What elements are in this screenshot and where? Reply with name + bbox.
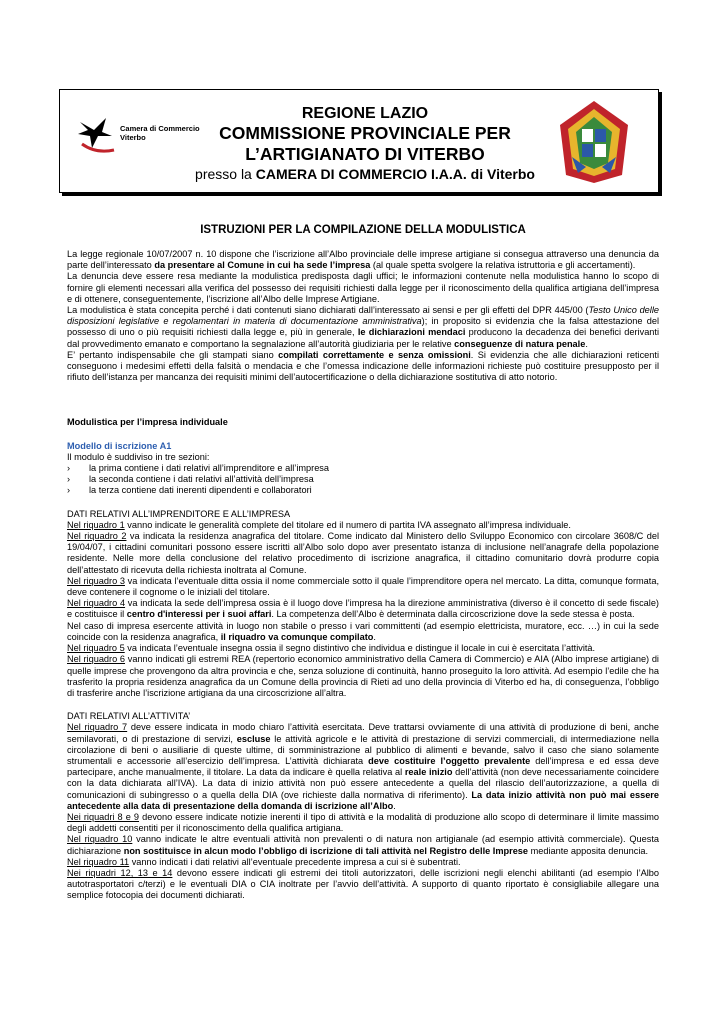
riquadro-1: Nel riquadro 1 vanno indicate le generalità complete del titolare ed il numero di partita IVA assegnato all’impresa individuale. (67, 519, 571, 530)
intro-paragraph-2: La denuncia deve essere resa mediante la modulistica predisposta dagli uffici; le informazioni contenute nella modulistica hanno lo scopo di fornire gli elementi necessari alla verifica del possesso dei requisiti richiesti dalla legge per il riconoscimento della qualifica artigiana dell’impresa e di ottenere, conseguentemente, l’iscrizione all’Albo delle Imprese Artigiane. (67, 271, 659, 304)
list-item: › la prima contiene i dati relativi all’imprenditore e all’impresa (67, 463, 330, 474)
intro-paragraph-4: E’ pertanto indispensabile che gli stampati siano compilati correttamente e senza omissioni. Si evidenzia che alle dichiarazioni reticenti conseguono i medesimi effetti della falsità o mendacia e che l’omessa indicazione delle informazioni richieste può costituire presupposto per il rifiuto dell’istanza per mancanza dei requisiti minimi dell’autocertificazione o della dichiarazione sostitutiva di atto notorio. (67, 349, 659, 383)
bullet-marker: › (67, 474, 71, 485)
bullet-marker: › (67, 485, 71, 496)
chamber-logo-line-2: Viterbo (120, 133, 146, 142)
riquadri-12-14: Nei riquadri 12, 13 e 14 devono essere indicati gli estremi dei titoli autorizzatori, delle iscrizioni negli elenchi abilitanti (ad esempio l’Albo autotrasportatori c/terzi) e le eventuali DIA o CIA inoltrate per l’avvio dell’attività. A supporto di quanto riportato è consigliabile allegare una semplice fotocopia dei documenti dichiarati. (67, 867, 659, 901)
chamber-logo (76, 114, 200, 158)
document-body (67, 249, 659, 902)
chamber-logo-line-1: Camera di Commercio (120, 124, 200, 133)
model-title: Modello di iscrizione A1 (67, 440, 172, 451)
list-item: › la terza contiene dati inerenti dipendenti e collaboratori (67, 485, 312, 496)
document-title: ISTRUZIONI PER LA COMPILAZIONE DELLA MODULISTICA (200, 224, 526, 236)
header-box (59, 89, 659, 193)
riquadro-11: Nel riquadro 11 vanno indicati i dati relativi all’eventuale precedente impresa a cui si è subentrati. (67, 856, 461, 867)
intro-paragraph-1: La legge regionale 10/07/2007 n. 10 dispone che l’iscrizione all’Albo provinciale delle imprese artigiane si consegua attraverso una denuncia da parte dell’interessato da presentare al Comune in cui ha sede l’impresa (al quale spetta svolgere la relativa istruttoria e gli accertamenti). (67, 249, 659, 271)
riquadro-7: Nel riquadro 7 deve essere indicata in modo chiaro l’attività esercitata. Deve trattarsi ovviamente di una attività di produzione di beni, anche semilavorati, o di prestazione di servizi, escluse le attività agricole e le attività di prestazione di servizi commerciali, di intermediazione nella circolazione di beni o ausiliarie di queste ultime, di somministrazione al pubblico di alimenti e bevande, salvo il caso che siano solamente strumentali e accessorie all’esercizio dell’impresa. L’attività dichiarata deve costituire l’oggetto prevalente dell’impresa e ed essa deve partecipare, anche manualmente, il titolare. La data da indicare è quella relativa al reale inizio dell’attività (non deve necessariamente coincidere con la data dichiarata all’IVA). La data di inizio attività non può essere antecedente a quella del rilascio dell’autorizzazione, a quella di comunicazioni di subingresso o a quella della DIA (ove richieste dalla normativa di riferimento). La data inizio attività non può mai essere antecedente alla data di presentazione della domanda di iscrizione all’Albo. (67, 722, 659, 811)
list-item: › la seconda contiene i dati relativi all’attività dell’impresa (67, 474, 314, 485)
riquadro-2: Nel riquadro 2 va indicata la residenza anagrafica del titolare. Come indicato dal Ministero dello Sviluppo Economico con circolare 3608/C del 19/04/07, i cittadini comunitari possono essere iscritti all’Albo solo dopo aver presentato istanza di inclusione nell’anagrafe della popolazione residente. Nelle more della conclusione del relativo procedimento di iscrizione anagrafica, il cittadino comunitario dovrà produrre copia dell’attestato di ricevuta della richiesta inoltrata al Comune. (67, 531, 660, 575)
block-heading-imprenditore: DATI RELATIVI ALL’IMPRENDITORE E ALL’IMPRESA (67, 508, 291, 519)
chamber-emblem-icon (76, 114, 116, 158)
riquadro-4-note: Nel caso di impresa esercente attività in luogo non stabile o presso i vari committenti (ad esempio elettricista, muratore, ecc. …) in cui la sede coincide con la residenza anagrafica, il riquadro va comunque compilato. (67, 620, 659, 642)
chamber-heading-prefix: presso la (195, 166, 256, 182)
chamber-heading (180, 166, 550, 182)
region-heading: REGIONE LAZIO (301, 105, 429, 122)
block-heading-attivita: DATI RELATIVI ALL’ATTIVITA’ (67, 711, 191, 722)
lazio-region-emblem-icon (556, 99, 632, 185)
bullet-marker: › (67, 463, 71, 474)
riquadri-8-9: Nei riquadri 8 e 9 devono essere indicate notizie inerenti il tipo di attività e la modalità di produzione allo scopo di determinare il limite massimo degli addetti consentiti per il riconoscimento della qualifica artigiana. (67, 811, 659, 834)
riquadro-5: Nel riquadro 5 va indicata l’eventuale insegna ossia il segno distintivo che individua e distingue il locale in cui è esercitata l’attività. (67, 643, 596, 654)
commission-heading: COMMISSIONE PROVINCIALE PER (219, 123, 511, 143)
riquadro-10: Nel riquadro 10 vanno indicate le altre eventuali attività non prevalenti o di natura non artigianale (ad esempio attività commerciale). Questa dichiarazione non sostituisce in alcun modo l’obbligo di iscrizione di tali attività nel Registro delle Imprese mediante apposita denuncia. (67, 834, 659, 856)
riquadro-3: Nel riquadro 3 va indicata l’eventuale ditta ossia il nome commerciale sotto il quale l’imprenditore opera nel mercato. La ditta, comunque formata, deve contenere il cognome o le iniziali del titolare. (67, 575, 659, 598)
chamber-heading-name: CAMERA DI COMMERCIO I.A.A. di Viterbo (255, 166, 535, 182)
model-intro: Il modulo è suddiviso in tre sezioni: (67, 451, 210, 462)
riquadro-4: Nel riquadro 4 va indicata la sede dell’impresa ossia è il luogo dove l’impresa ha la direzione amministrativa (diverso è il concetto di sede fiscale) e costituisce il centro d'interessi per i suoi affari. La competenza dell’Albo è determinata dalla circoscrizione dove la sede stessa è posta. (67, 598, 659, 620)
intro-paragraph-3: La modulistica è stata concepita perché i dati contenuti siano dichiarati dall’interessato ai sensi e per gli effetti del DPR 445/00 (Testo Unico delle disposizioni legislative e regolamentari in materia di documentazione amministrativa); in proposito si evidenzia che la falsa attestazione del possesso di uno o più requisiti richiesti dalla legge e, più in generale, le dichiarazioni mendaci producono la decadenza dei benefici derivanti dal provvedimento emanato e comportano la segnalazione all’autorità giudiziaria per le relative conseguenze di natura penale. (67, 305, 660, 349)
riquadro-6: Nel riquadro 6 vanno indicati gli estremi REA (repertorio economico amministrativo della Camera di Commercio) e AIA (Albo imprese artigiane) di quelle imprese che provengono da altra provincia e che, senza soluzione di continuità, hanno proseguito la loro attività. Ad esempio l’edile che ha trasferito la propria residenza anagrafica da un Comune della provincia di Rieti ad uno della provincia di Viterbo ed ha, di conseguenza, l’obbligo di trasferire anche l’iscrizione artigiana da una circoscrizione all’altra. (67, 654, 659, 698)
section-title: Modulistica per l’impresa individuale (67, 417, 228, 428)
commission-heading-2: L’ARTIGIANATO DI VITERBO (245, 144, 485, 164)
